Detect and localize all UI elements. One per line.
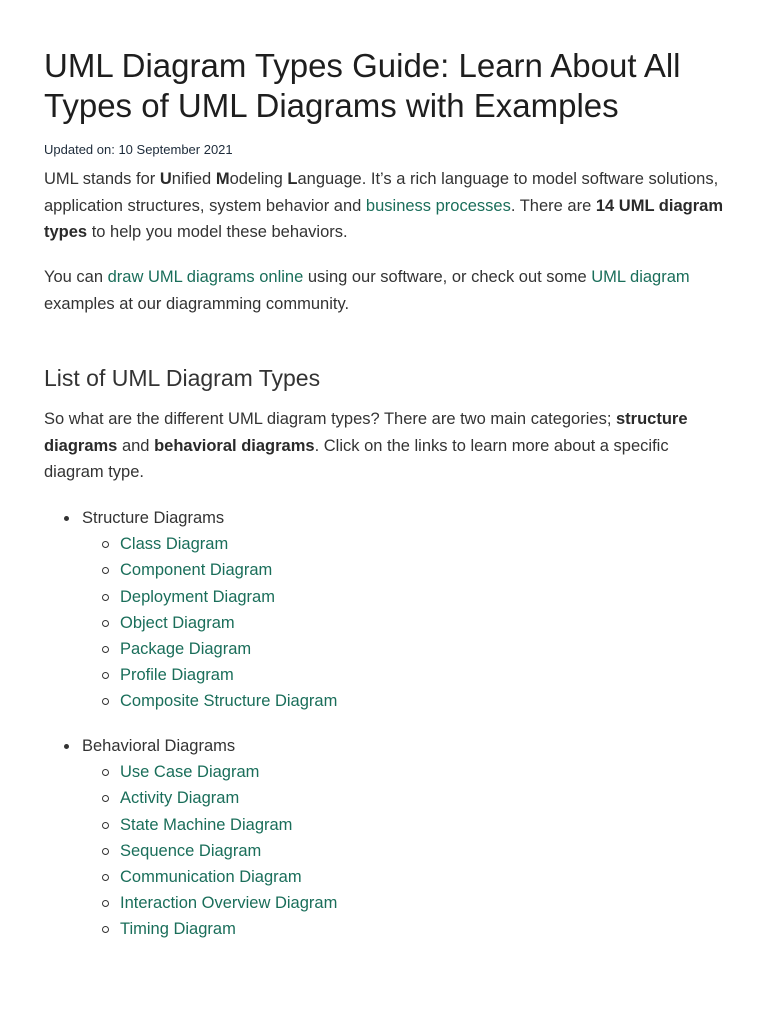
bullet-circle-icon (102, 926, 109, 933)
updated-date: Updated on: 10 September 2021 (44, 142, 233, 157)
bullet-circle-icon (102, 769, 109, 776)
bullet-circle-icon (102, 541, 109, 548)
list-item (0, 584, 337, 610)
intro-text-4: anguage. It’s a rich language to model software solutions, application structures, system behavior and (44, 170, 719, 215)
list-item (0, 864, 337, 890)
timing-diagram-link[interactable]: Timing Diagram (120, 920, 236, 939)
intro-bold-u: U (159, 170, 172, 188)
deployment-diagram-link[interactable]: Deployment Diagram (120, 587, 275, 606)
categories-paragraph (44, 406, 728, 486)
bullet-circle-icon (102, 594, 109, 601)
online-text-2: using our software, or check out some (303, 268, 592, 286)
interaction-overview-diagram-link[interactable]: Interaction Overview Diagram (120, 894, 338, 913)
communication-diagram-link[interactable]: Communication Diagram (120, 868, 302, 887)
behavioral-bold: behavioral diagrams (154, 436, 315, 455)
list-item (0, 838, 337, 864)
page-title: UML Diagram Types Guide: Learn About All Types of UML Diagrams with Examples (44, 47, 681, 124)
online-text-1: You can (44, 268, 108, 286)
list-item (0, 557, 337, 583)
structure-sublist (0, 531, 337, 714)
list-item (0, 531, 337, 557)
draw-online-link[interactable]: draw UML diagrams online (107, 268, 304, 286)
use-case-diagram-link[interactable]: Use Case Diagram (120, 763, 260, 782)
categories-text-2: and (117, 436, 155, 455)
structure-list (0, 505, 337, 715)
intro-text-3: odeling (229, 170, 288, 188)
intro-text-1: UML stands for (44, 170, 160, 188)
list-item (0, 890, 337, 916)
list-item (0, 785, 337, 811)
class-diagram-link[interactable]: Class Diagram (120, 535, 229, 554)
structure-group (0, 505, 337, 531)
behavioral-group (0, 733, 337, 759)
section-title: List of UML Diagram Types (44, 365, 321, 391)
intro-text-2: nified (171, 170, 216, 188)
behavioral-list (0, 733, 337, 943)
list-item (0, 636, 337, 662)
intro-paragraph (44, 166, 728, 246)
bullet-dot-icon (64, 516, 69, 521)
bullet-circle-icon (102, 822, 109, 829)
bullet-circle-icon (102, 900, 109, 907)
list-item (0, 916, 337, 942)
list-item (0, 688, 337, 714)
bullet-circle-icon (102, 620, 109, 627)
diagram-count-bold: 14 UML diagram types (44, 196, 723, 241)
bullet-circle-icon (102, 567, 109, 574)
bullet-circle-icon (102, 698, 109, 705)
behavioral-label: Behavioral Diagrams (82, 737, 236, 755)
bullet-dot-icon (64, 744, 69, 749)
state-machine-diagram-link[interactable]: State Machine Diagram (120, 815, 293, 834)
intro-bold-m: M (215, 170, 230, 188)
composite-structure-diagram-link[interactable]: Composite Structure Diagram (120, 692, 338, 711)
component-diagram-link[interactable]: Component Diagram (120, 561, 273, 580)
sequence-diagram-link[interactable]: Sequence Diagram (120, 841, 262, 860)
bullet-circle-icon (102, 672, 109, 679)
package-diagram-link[interactable]: Package Diagram (120, 640, 252, 659)
intro-text-5: . There are (510, 196, 596, 215)
profile-diagram-link[interactable]: Profile Diagram (120, 666, 234, 685)
categories-text-1: So what are the different UML diagram types? There are two main categories; (44, 410, 616, 428)
bullet-circle-icon (102, 848, 109, 855)
list-item (0, 662, 337, 688)
list-item (0, 610, 337, 636)
bullet-circle-icon (102, 646, 109, 653)
online-text-3: examples at our diagramming community. (44, 294, 350, 313)
list-item (0, 812, 337, 838)
intro-text-6: to help you model these behaviors. (87, 223, 348, 241)
bullet-circle-icon (102, 795, 109, 802)
behavioral-sublist (0, 759, 337, 942)
activity-diagram-link[interactable]: Activity Diagram (120, 789, 240, 808)
structure-sublist-wrap (0, 531, 337, 714)
categories-text-3: . Click on the links to learn more about a specific diagram type. (44, 436, 669, 481)
structure-label: Structure Diagrams (82, 509, 225, 527)
list-item (0, 759, 337, 785)
object-diagram-link[interactable]: Object Diagram (120, 613, 235, 632)
bullet-circle-icon (102, 874, 109, 881)
online-paragraph (44, 264, 728, 317)
business-processes-link[interactable]: business processes (365, 196, 511, 215)
structure-bold: structure diagrams (44, 410, 688, 455)
behavioral-sublist-wrap (0, 759, 337, 942)
intro-bold-l: L (287, 170, 298, 188)
uml-examples-link[interactable]: UML diagram (591, 268, 690, 286)
